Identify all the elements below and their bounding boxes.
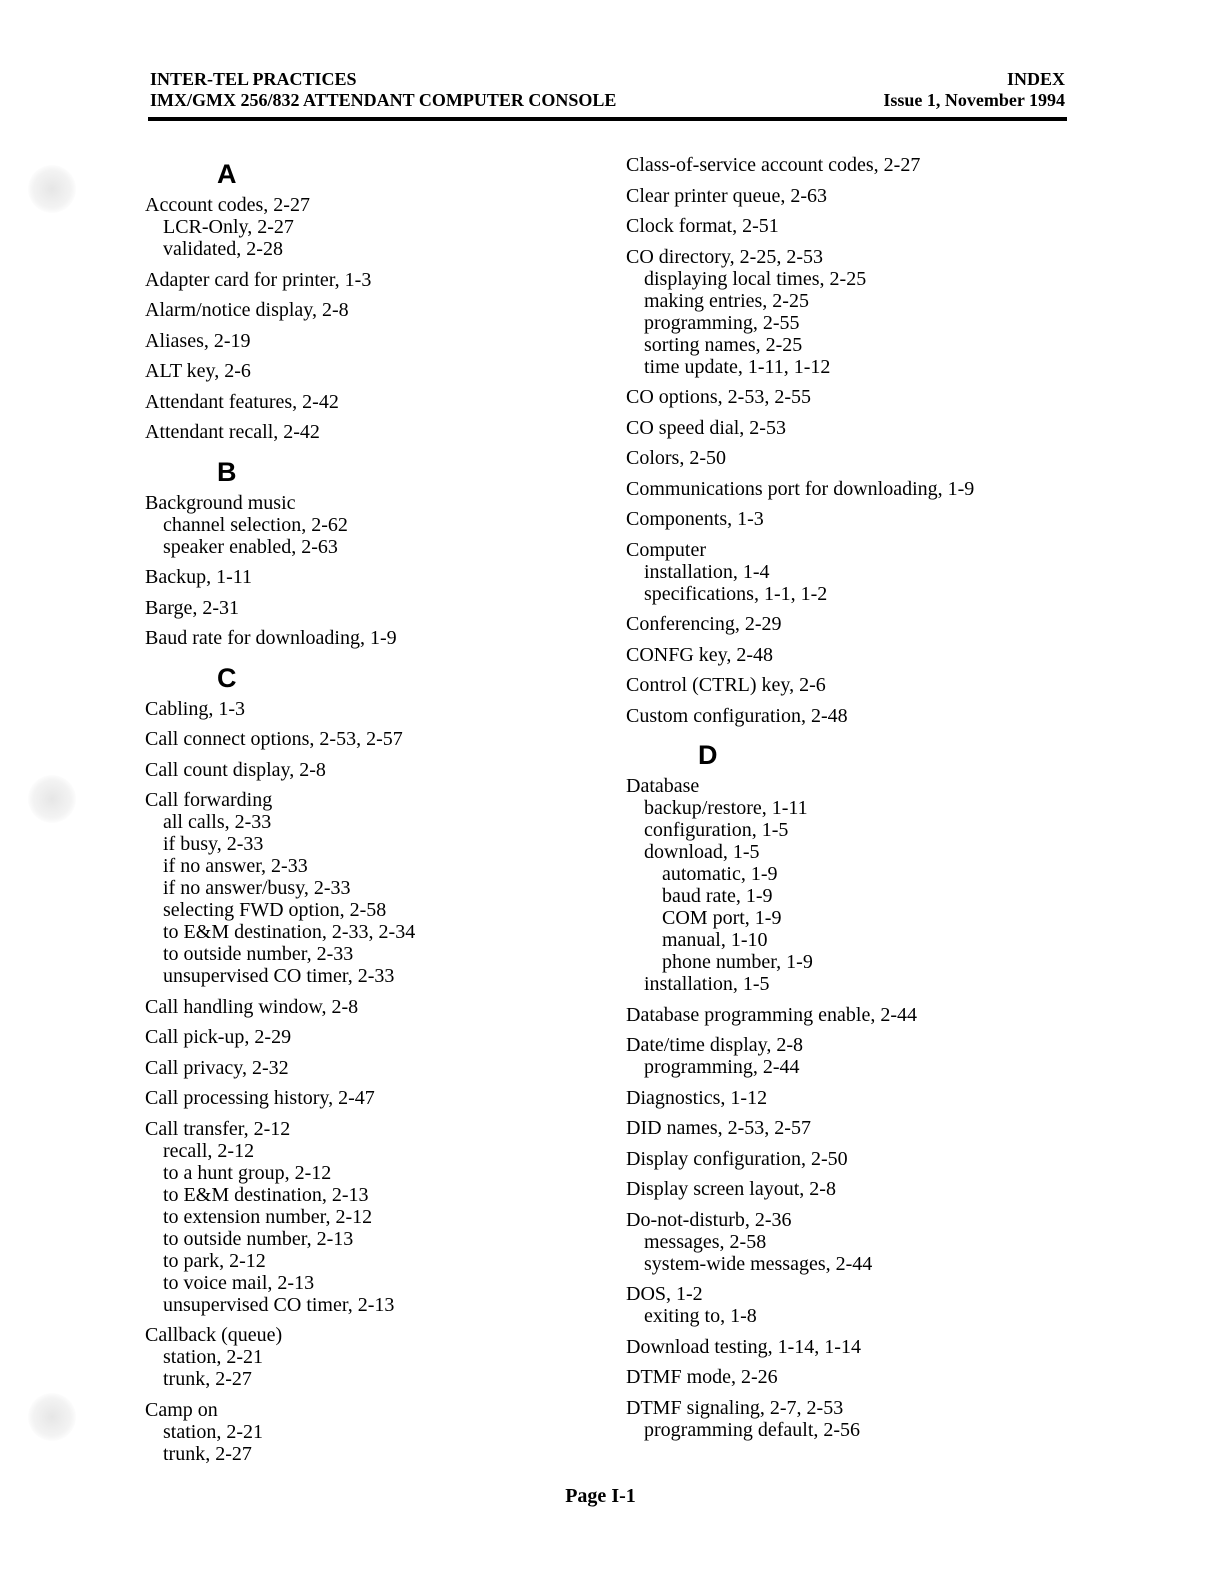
index-entry [626,1336,1096,1358]
index-entry [145,1324,575,1390]
index-subterm: selecting FWD option, 2-58 [163,899,387,921]
index-subterm: to voice mail, 2-13 [163,1271,315,1294]
index-term: Database [626,775,700,797]
index-entry [145,728,575,750]
index-entry [626,478,1096,500]
index-subterm: trunk, 2-27 [163,1442,252,1465]
index-entry [626,539,1096,605]
index-subterm: specifications, 1-1, 1-2 [644,582,828,605]
index-subterm: manual, 1-10 [662,929,768,951]
index-entry [145,566,575,588]
index-subterm: to extension number, 2-12 [163,1205,373,1228]
index-subterm: making entries, 2-25 [644,289,809,312]
index-entry [626,1117,1096,1139]
index-section-letter: A [217,159,237,189]
index-term: Database programming enable, 2-44 [626,1003,918,1026]
index-column-left [145,154,575,1473]
index-term: Call count display, 2-8 [145,758,326,781]
index-subterm: programming, 2-55 [644,311,800,334]
index-term: DOS, 1-2 [626,1283,703,1305]
index-term: Call pick-up, 2-29 [145,1026,292,1048]
index-column-right [626,154,1096,1449]
index-subterm: to outside number, 2-33 [163,943,354,965]
punch-hole-mark [28,165,76,213]
index-entry [626,1148,1096,1170]
index-entry [145,996,575,1018]
index-term: CONFG key, 2-48 [626,643,774,666]
header-issue: Issue 1, November 1994 [883,90,1065,110]
index-subterm: messages, 2-58 [644,1230,767,1253]
index-entry [145,1087,575,1109]
index-subterm: installation, 1-4 [644,560,770,583]
index-subterm: if busy, 2-33 [163,833,264,855]
index-section-letter: C [217,662,237,693]
index-entry [145,597,575,619]
index-section-letter: B [217,456,237,487]
index-term: Aliases, 2-19 [145,329,251,352]
page-footer [0,1485,1225,1508]
index-term: CO speed dial, 2-53 [626,416,786,439]
index-subterm: configuration, 1-5 [644,819,789,841]
index-entry [145,1057,575,1079]
page-number: Page I-1 [565,1485,636,1507]
index-term: Call privacy, 2-32 [145,1056,289,1079]
index-entry [626,154,1096,176]
index-term: Class-of-service account codes, 2-27 [626,154,921,176]
index-entry [626,1178,1096,1200]
index-subterm: to E&M destination, 2-33, 2-34 [163,921,416,943]
index-entry [145,360,575,382]
header-left [150,69,616,111]
index-entry [626,775,1096,995]
index-subterm: trunk, 2-27 [163,1368,252,1390]
index-term: Call processing history, 2-47 [145,1087,375,1109]
index-subterm: installation, 1-5 [644,973,770,995]
header-product: IMX/GMX 256/832 ATTENDANT COMPUTER CONSOLE [150,90,617,110]
index-subterm: if no answer/busy, 2-33 [163,877,351,899]
index-subterm: to park, 2-12 [163,1249,266,1272]
index-term: Display screen layout, 2-8 [626,1178,836,1200]
index-term: Call handling window, 2-8 [145,995,359,1018]
index-subterm: system-wide messages, 2-44 [644,1252,873,1275]
index-term: CO options, 2-53, 2-55 [626,386,811,408]
index-term: Custom configuration, 2-48 [626,704,848,727]
index-subterm: validated, 2-28 [163,238,283,260]
index-entry [626,1004,1096,1026]
index-entry [626,1283,1096,1327]
index-subterm: time update, 1-11, 1-12 [644,355,831,378]
index-term: Backup, 1-11 [145,566,253,588]
index-entry [145,269,575,291]
punch-hole-mark [28,1393,76,1441]
index-term: Call connect options, 2-53, 2-57 [145,728,403,750]
index-term: Diagnostics, 1-12 [626,1086,768,1109]
index-entry [626,1209,1096,1275]
index-term: Date/time display, 2-8 [626,1034,803,1056]
index-term: Adapter card for printer, 1-3 [145,268,372,291]
header-right [883,69,1065,111]
index-entry [626,1087,1096,1109]
index-section-letter: D [698,740,718,770]
index-term: Do-not-disturb, 2-36 [626,1208,792,1231]
index-term: Communications port for downloading, 1-9 [626,477,975,500]
index-entry [145,421,575,443]
index-term: DTMF signaling, 2-7, 2-53 [626,1396,844,1419]
index-entry [626,417,1096,439]
index-entry [145,299,575,321]
index-entry [626,1397,1096,1441]
index-term: Clock format, 2-51 [626,215,779,237]
index-subterm: unsupervised CO timer, 2-33 [163,965,395,987]
index-subterm: to E&M destination, 2-13 [163,1183,369,1206]
index-term: DID names, 2-53, 2-57 [626,1117,811,1139]
index-term: Download testing, 1-14, 1-14 [626,1335,861,1358]
index-subterm: phone number, 1-9 [662,951,813,973]
index-term: Callback (queue) [145,1324,283,1346]
header-rule [148,117,1067,121]
index-entry [145,759,575,781]
index-subterm: if no answer, 2-33 [163,855,308,877]
index-entry [626,246,1096,378]
index-subterm: channel selection, 2-62 [163,513,348,536]
index-term: DTMF mode, 2-26 [626,1366,778,1388]
index-entry [626,215,1096,237]
index-subterm: sorting names, 2-25 [644,333,803,356]
index-term: Baud rate for downloading, 1-9 [145,627,397,649]
index-entry [145,1399,575,1465]
index-entry [626,705,1096,727]
index-entry [145,391,575,413]
punch-hole-mark [28,775,76,823]
index-entry [626,674,1096,696]
index-entry [626,1034,1096,1078]
index-term: Display configuration, 2-50 [626,1147,848,1170]
index-entry [626,508,1096,530]
index-entry [145,1118,575,1316]
index-entry [626,613,1096,635]
index-entry [145,194,575,260]
index-term: Background music [145,491,296,514]
index-subterm: programming default, 2-56 [644,1418,861,1441]
index-subterm: COM port, 1-9 [662,907,782,929]
index-subterm: speaker enabled, 2-63 [163,535,338,558]
index-term: ALT key, 2-6 [145,360,251,382]
index-entry [145,1026,575,1048]
index-subterm: displaying local times, 2-25 [644,267,867,290]
index-subterm: LCR-Only, 2-27 [163,216,294,238]
index-entry [145,492,575,558]
index-term: Cabling, 1-3 [145,697,245,720]
index-term: Call transfer, 2-12 [145,1117,291,1140]
index-term: Barge, 2-31 [145,596,240,619]
index-term: Attendant features, 2-42 [145,390,339,413]
index-entry [626,1366,1096,1388]
index-entry [626,185,1096,207]
index-subterm: station, 2-21 [163,1420,263,1443]
index-subterm: recall, 2-12 [163,1139,255,1162]
index-subterm: station, 2-21 [163,1346,263,1368]
header-section: INDEX [1006,69,1065,89]
index-subterm: programming, 2-44 [644,1056,800,1078]
index-term: CO directory, 2-25, 2-53 [626,245,823,268]
index-subterm: automatic, 1-9 [662,863,778,885]
index-entry [145,698,575,720]
index-term: Call forwarding [145,789,273,811]
index-term: Control (CTRL) key, 2-6 [626,674,826,696]
index-subterm: to outside number, 2-13 [163,1227,354,1250]
index-subterm: exiting to, 1-8 [644,1305,757,1327]
index-subterm: baud rate, 1-9 [662,885,773,907]
index-entry [626,447,1096,469]
index-subterm: all calls, 2-33 [163,811,272,833]
index-entry [145,330,575,352]
index-term: Attendant recall, 2-42 [145,421,320,443]
index-subterm: backup/restore, 1-11 [644,797,808,819]
index-entry [626,386,1096,408]
header-practices: INTER-TEL PRACTICES [150,69,357,89]
index-term: Computer [626,538,706,561]
index-entry [626,644,1096,666]
index-subterm: unsupervised CO timer, 2-13 [163,1293,395,1316]
index-term: Colors, 2-50 [626,447,726,469]
index-term: Camp on [145,1398,218,1421]
index-term: Conferencing, 2-29 [626,613,782,635]
index-term: Account codes, 2-27 [145,194,310,216]
index-term: Alarm/notice display, 2-8 [145,299,349,321]
index-term: Clear printer queue, 2-63 [626,184,828,207]
index-subterm: download, 1-5 [644,841,760,863]
index-entry [145,627,575,649]
index-entry [145,789,575,987]
index-term: Components, 1-3 [626,508,764,530]
index-subterm: to a hunt group, 2-12 [163,1161,332,1184]
